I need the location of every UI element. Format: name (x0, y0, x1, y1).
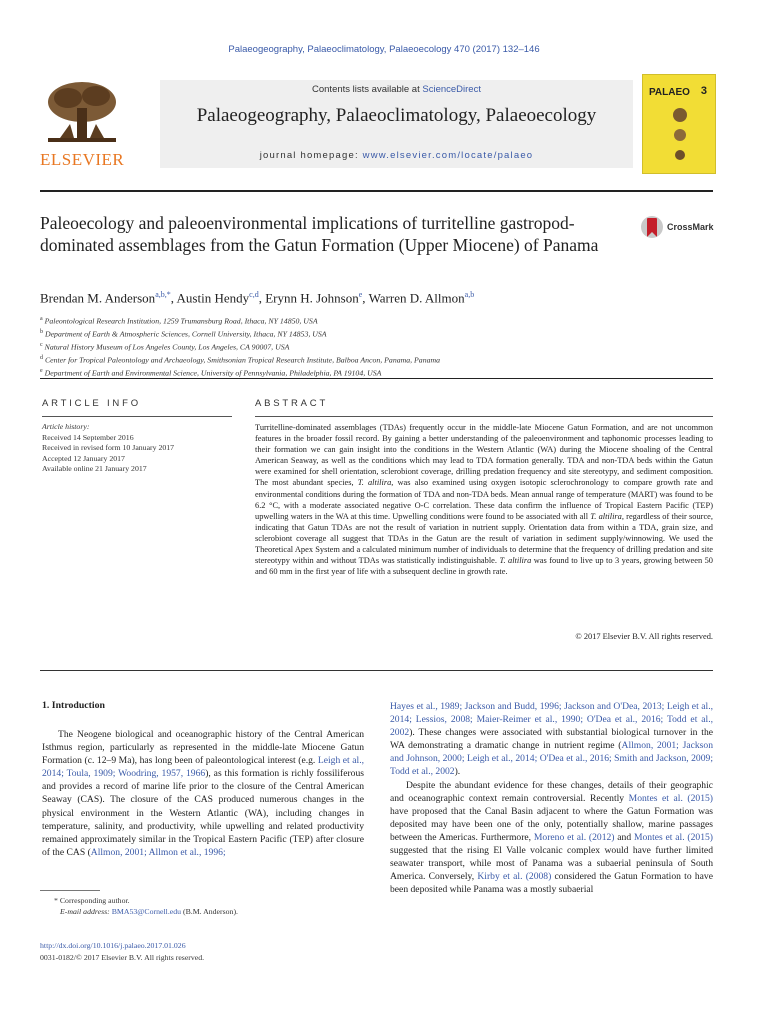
paragraph (390, 779, 713, 897)
affiliation-key: a (40, 316, 43, 322)
history-item: Available online 21 January 2017 (42, 464, 147, 473)
corresponding-note (40, 895, 370, 906)
elsevier-tree-icon (40, 80, 124, 150)
article-info-rule (42, 416, 232, 417)
history-item: Received 14 September 2016 (42, 432, 134, 442)
crossmark-icon (640, 213, 664, 243)
doi-link[interactable]: http://dx.doi.org/10.1016/j.palaeo.2017.01.026 (40, 941, 186, 950)
email-label: E-mail address: (60, 907, 112, 916)
species-name: T. altilira (357, 478, 392, 488)
abstract-bottom-rule (40, 670, 713, 671)
homepage-link[interactable]: www.elsevier.com/locate/palaeo (362, 150, 534, 161)
history-label: Article history: (42, 422, 90, 431)
cover-number: 3 (700, 85, 707, 97)
journal-citation[interactable]: Palaeogeography, Palaeoclimatology, Palaeoecology 470 (2017) 132–146 (228, 44, 540, 55)
author-name[interactable]: Warren D. Allmon (368, 290, 465, 306)
body-right-column (390, 700, 713, 896)
body-text: ). (454, 766, 461, 778)
body-text: ), as this formation is richly fossiliferous and provides a record of marine life prior to the closure of the Central American Seaway (CAS). The closure of the CAS produced numerous changes in the physical environment in the Western Atlantic (WA), including changes in temperature, salinity, and productivity, while upwelling and related productivity remained approximately similar in the Tropical Eastern Pacific (TEP) after closure of the CAS ( (42, 768, 364, 858)
body-text: The Neogene biological and oceanographic history of the Central American Isthmus region, particularly as represented in the middle-late Miocene Gatun Formation (c. 12–9 Ma), has long been of paleontological interest (e.g. (42, 729, 364, 767)
citation-link[interactable]: Leigh et al., 2014; Toula, 1909; Woodring, 1957, 1966 (42, 755, 364, 780)
affiliation-key: d (40, 355, 43, 362)
affiliation-text: Department of Earth & Atmospheric Sciences, Cornell University, Ithaca, NY 14853, USA (44, 329, 327, 339)
journal-title: Palaeogeography, Palaeoclimatology, Palaeoecology (196, 105, 597, 126)
affiliation-key: c (40, 342, 43, 349)
citation-link[interactable]: Hayes et al., 1989; Jackson and Budd, 1996; Jackson and O'Dea, 2013; Leigh et al., 2014; Lessios, 2008; Maier-Reimer et al., 1990; O'Dea et al., 2016; Todd et al., 2002 (390, 701, 713, 739)
footnote-text: Corresponding author. (59, 896, 130, 905)
affiliation-text: Center for Tropical Paleontology and Archaeology, Smithsonian Tropical Research Institute, Balboa Ancon, Panama, Panama (44, 355, 441, 365)
journal-banner (160, 80, 633, 168)
paragraph (42, 728, 364, 859)
author-name[interactable]: Erynn H. Johnson (265, 290, 359, 306)
doi-block (40, 940, 370, 963)
affiliation-key: b (40, 329, 43, 336)
elsevier-logo (40, 80, 124, 170)
citation-link[interactable]: Allmon, 2001; Allmon et al., 1996; (90, 846, 226, 858)
affiliation (40, 353, 720, 366)
body-text: Despite the abundant evidence for these changes, details of their geographic and oceanographic context remain controversial. Recently (390, 779, 713, 804)
author-name[interactable]: Brendan M. Anderson (40, 290, 156, 306)
paragraph (390, 700, 713, 779)
body-text: considered the Gatun Formation to have been deposited while Panama was a mostly subaerial (390, 871, 713, 896)
fossil-icons (665, 105, 695, 167)
abstract-rule (255, 416, 713, 417)
article-history (42, 422, 232, 475)
contents-prefix: Contents lists available at (312, 84, 423, 95)
intro-heading: 1. Introduction (42, 700, 105, 711)
author-list: Brendan M. Anderson$^{a,b,*}$, Austin Hendy$^{c,d}$, Erynn H. Johnson$^e$, Warren D. Allmon$^{a,b}$ (40, 290, 475, 306)
article-title: Paleoecology and paleoenvironmental implications of turritelline gastropod-dominated assemblages from the Gatun Formation (Upper Miocene) of Panama (40, 213, 599, 255)
affiliation-text: Natural History Museum of Los Angeles County, Los Angeles, CA 90007, USA (44, 342, 290, 352)
author-affil-marks[interactable]: e (358, 290, 363, 299)
footnote-mark: * (54, 896, 58, 905)
email-link[interactable]: BMA53@Cornell.edu (111, 907, 182, 916)
species-name: T. altilira (590, 511, 622, 521)
body-text: have proposed that the Canal Basin adjacent to where the Gatun Formation was deposited may have been one of the only, potentially shallow, marine passages between the Americas. Furthermore, (390, 805, 713, 843)
affiliation-text: Department of Earth and Environmental Science, University of Pennsylvania, Philadelphia, PA 19104, USA (44, 368, 382, 378)
cover-title: PALAEO (649, 87, 690, 98)
author-affil-marks[interactable]: c,d (249, 290, 259, 299)
sciencedirect-link[interactable]: ScienceDirect (422, 84, 481, 95)
email-owner: (B.M. Anderson). (181, 907, 238, 916)
species-name: T. altilira (499, 556, 532, 566)
affiliation-list (40, 314, 720, 379)
journal-cover-thumbnail[interactable] (642, 74, 716, 174)
front-matter-rule (40, 378, 713, 379)
body-text: ). These changes were associated with substantial biological turnover in the WA demonstrating a dramatic change in nutrient regime ( (390, 727, 713, 752)
citation-link[interactable]: Moreno et al. (2012) (533, 831, 615, 843)
author-name[interactable]: Austin Hendy (176, 290, 250, 306)
abstract-copyright: © 2017 Elsevier B.V. All rights reserved. (575, 632, 713, 641)
crossmark-label: CrossMark (667, 222, 714, 232)
body-text: and (614, 831, 634, 843)
citation-link[interactable]: Montes et al. (2015) (628, 792, 713, 804)
history-item: Received in revised form 10 January 2017 (42, 443, 175, 452)
abstract-text: , was also examined using oxygen isotopic sclerochronology to compare growth rate and environmental conditions during the formation of TDA and non-TDA beds. Mean annual range of temperature (MART) was found to be 6.2 °C, with a moderate associated negative O-C correlation. These data confirm the influence of Tropical Eastern Pacific (TEP) upwelling waters in the WA at this time. Upwelling conditions were found to be associated with all (255, 478, 713, 521)
header-rule (40, 190, 713, 192)
contents-availability (160, 84, 633, 95)
homepage-label: journal homepage: (259, 150, 363, 161)
body-left-column (42, 728, 364, 859)
abstract-text: , regardless of their source, indicating that Gatun TDAs are not the result of variation in nutrient supply. Orientation data from within a TDA, grain size, and sclerobiont coverage all suggest that TDAs in the Gatun are the result of variation in sediment supply/winnowing. We used the Theoretical Apex System and a calculated minimum number of individuals to determine that the frequency of drilling predation and site stereotypy within and without TDAs was statistically indistinguishable. (255, 511, 713, 566)
footnote (40, 895, 370, 917)
author-affil-marks[interactable]: a,b,* (155, 290, 171, 299)
history-item: Accepted 12 January 2017 (42, 453, 125, 463)
affiliation (40, 314, 720, 327)
citation-link[interactable]: Montes et al. (2015) (633, 831, 713, 843)
affiliation-key: e (40, 368, 43, 375)
journal-homepage (160, 150, 633, 161)
citation-link[interactable]: Allmon, 2001; Jackson and Johnson, 2000; Leigh et al., 2014; O'Dea et al., 2016; Smith and Jackson, 2009; Todd et al., 2002 (390, 740, 713, 778)
abstract-heading: ABSTRACT (255, 398, 329, 409)
body-text: suggested that the rising El Valle volcanic complex would have further limited seawater transport, while most of Panama was a subaerial peninsula of South America. Conversely, (390, 845, 713, 883)
author-affil-marks[interactable]: a,b (464, 290, 475, 299)
affiliation-text: Paleontological Research Institution, 1259 Trumansburg Road, Ithaca, NY 14850, USA (44, 316, 318, 326)
abstract-text: was found to live up to 3 years, growing between 50 and 60 mm in the first year of life with a subsequent decline in growth rate. (255, 556, 713, 577)
affiliation (40, 327, 720, 340)
article-info-heading: ARTICLE INFO (42, 398, 141, 409)
affiliation (40, 340, 720, 353)
crossmark-badge[interactable] (640, 213, 720, 243)
citation-link[interactable]: Kirby et al. (2008) (477, 871, 552, 883)
footnote-rule (40, 890, 100, 891)
issn-copyright: 0031-0182/© 2017 Elsevier B.V. All rights reserved. (40, 952, 205, 962)
elsevier-wordmark: ELSEVIER (40, 150, 125, 169)
abstract-body (255, 422, 713, 577)
abstract-text: Turritelline-dominated assemblages (TDAs) frequently occur in the middle-late Miocene Gatun Formation, and are not uncommon features in the broader fossil record. By gaining a better understanding of the paleoenvironment and taphonomic processes leading to their formation we can gain insight into the conditions in the Western Atlantic (WA) during the Miocene shoaling of the Central American Seaway, as well as the conditions which may lead to TDA formation generally. TDA and non-TDA beds within the Gatun were examined for shell orientation, sclerobiont coverage, drilling predation frequency and site stereotypy, and sediment composition. The most abundant species, (255, 423, 713, 488)
email-note (40, 906, 370, 917)
